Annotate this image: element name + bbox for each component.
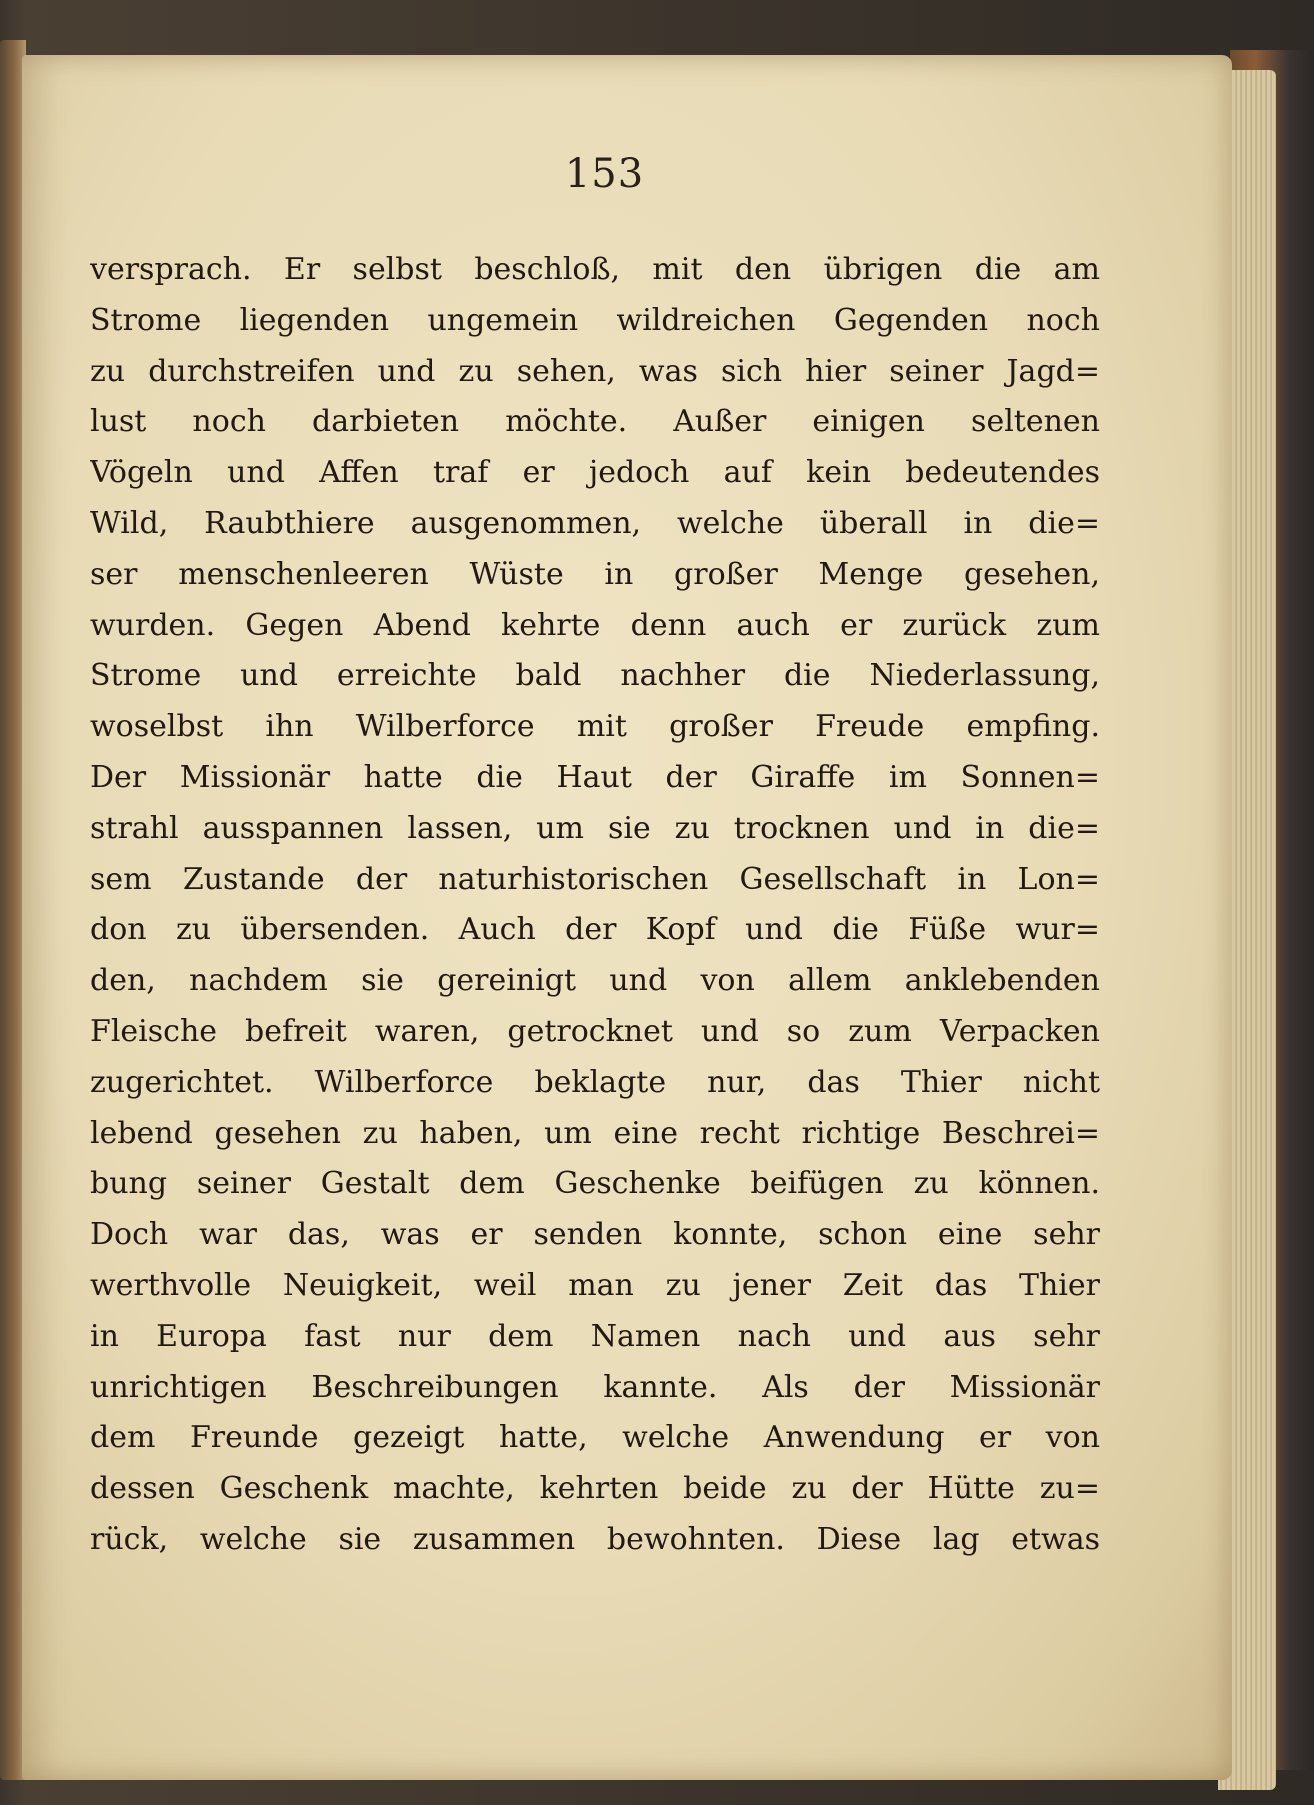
text-line: Vögeln und Affen traf er jedoch auf kein bedeutendes — [90, 455, 1100, 491]
text-line: Strome und erreichte bald nachher die Niederlassung, — [90, 658, 1100, 694]
text-line: Wild, Raubthiere ausgenommen, welche überall in die= — [90, 505, 1100, 541]
text-line: Der Missionär hatte die Haut der Giraffe im Sonnen= — [90, 759, 1100, 795]
page-number: 153 — [564, 151, 645, 197]
text-line: dem Freunde gezeigt hatte, welche Anwendung er von — [90, 1420, 1100, 1456]
text-line: zugerichtet. Wilberforce beklagte nur, das Thier nicht — [90, 1064, 1100, 1100]
text-line: Strome liegenden ungemein wildreichen Gegenden noch — [90, 302, 1100, 338]
text-line: don zu übersenden. Auch der Kopf und die Füße wur= — [90, 912, 1100, 948]
text-line: werthvolle Neuigkeit, weil man zu jener Zeit das Thier — [90, 1267, 1100, 1303]
text-line: unrichtigen Beschreibungen kannte. Als der Missionär — [90, 1369, 1100, 1405]
text-line: versprach. Er selbst beschloß, mit den übrigen die am — [90, 252, 1100, 287]
body-text — [90, 245, 1100, 1566]
text-line: dessen Geschenk machte, kehrten beide zu der Hütte zu= — [90, 1471, 1100, 1507]
text-line: strahl ausspannen lassen, um sie zu trocknen und in die= — [90, 810, 1100, 846]
text-line: bung seiner Gestalt dem Geschenke beifügen zu können. — [90, 1166, 1100, 1202]
text-line: ser menschenleeren Wüste in großer Menge gesehen, — [90, 556, 1100, 592]
text-line: den, nachdem sie gereinigt und von allem anklebenden — [90, 963, 1100, 999]
text-line: sem Zustande der naturhistorischen Gesellschaft in Lon= — [90, 861, 1100, 897]
text-line: in Europa fast nur dem Namen nach und aus sehr — [90, 1318, 1100, 1354]
text-line: Doch war das, was er senden konnte, schon eine sehr — [90, 1217, 1100, 1253]
text-line: zu durchstreifen und zu sehen, was sich hier seiner Jagd= — [90, 353, 1100, 389]
book-page — [22, 55, 1232, 1780]
text-line: woselbst ihn Wilberforce mit großer Freude empfing. — [90, 709, 1100, 745]
text-line: wurden. Gegen Abend kehrte denn auch er zurück zum — [90, 607, 1100, 643]
text-line: lust noch darbieten möchte. Außer einigen seltenen — [90, 404, 1100, 440]
text-line: lebend gesehen zu haben, um eine recht richtige Beschrei= — [90, 1115, 1100, 1151]
text-line: Fleische befreit waren, getrocknet und so zum Verpacken — [90, 1013, 1100, 1049]
text-line: rück, welche sie zusammen bewohnten. Diese lag etwas — [90, 1521, 1100, 1557]
